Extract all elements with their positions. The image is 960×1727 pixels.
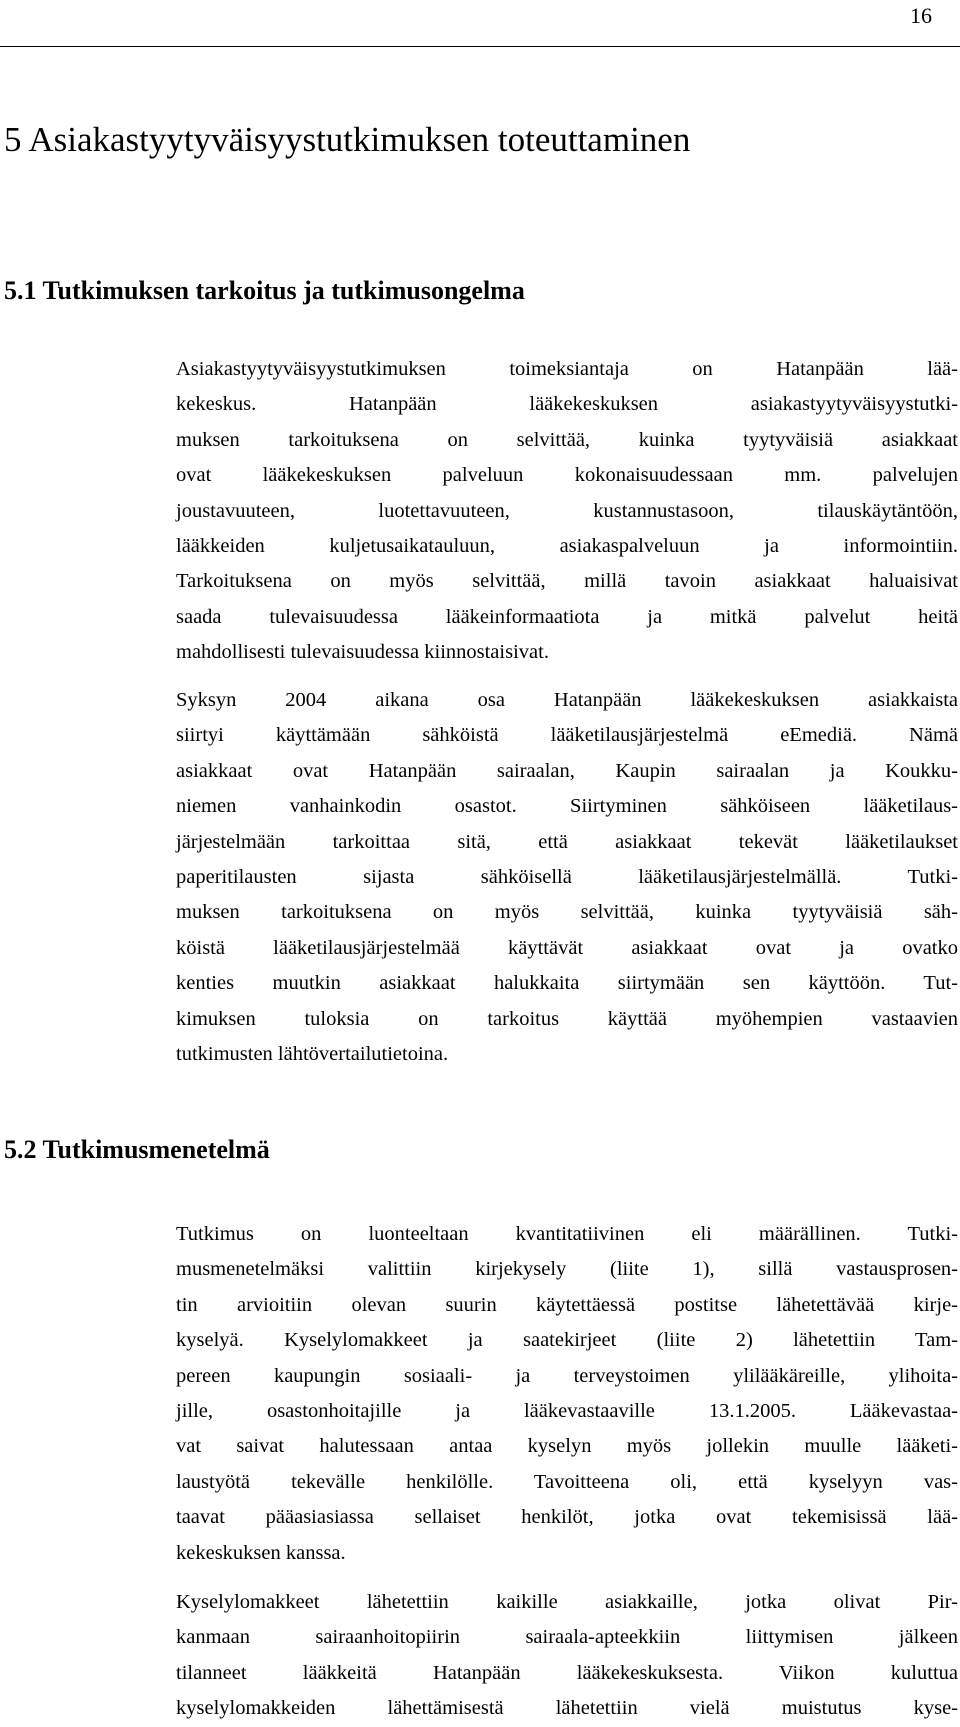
text-line: kyselyä. Kyselylomakkeet ja saatekirjeet (liite 2) lähetettiin Tam- — [176, 1329, 958, 1352]
text-line: siirtyi käyttämään sähköistä lääketilausjärjestelmä eEmediä. Nämä — [176, 724, 958, 747]
text-line: kekeskus. Hatanpään lääkekeskuksen asiakastyytyväisyystutki- — [176, 393, 958, 416]
header-rule — [0, 46, 960, 47]
text-line: ovat lääkekeskuksen palveluun kokonaisuudessaan mm. palvelujen — [176, 464, 958, 487]
text-line: lääkkeiden kuljetusaikatauluun, asiakaspalveluun ja informointiin. — [176, 535, 958, 558]
text-line: köistä lääketilausjärjestelmää käyttävät asiakkaat ovat ja ovatko — [176, 936, 958, 959]
text-line: kekeskuksen kanssa. — [176, 1541, 346, 1564]
text-line: järjestelmään tarkoittaa sitä, että asiakkaat tekevät lääketilaukset — [176, 830, 958, 853]
text-line: Asiakastyytyväisyystutkimuksen toimeksiantaja on Hatanpään lää- — [176, 358, 958, 380]
page-number: 16 — [910, 3, 932, 28]
paragraph-toimeksiantaja — [176, 352, 958, 671]
text-line: niemen vanhainkodin osastot. Siirtyminen sähköiseen lääketilaus- — [176, 795, 958, 818]
text-line: kanmaan sairaanhoitopiirin sairaala-apteekkiin liittymisen jälkeen — [176, 1626, 958, 1649]
text-line: kenties muutkin asiakkaat halukkaita siirtymään sen käyttöön. Tut- — [176, 972, 958, 995]
text-line: musmenetelmäksi valittiin kirjekysely (liite 1), sillä vastausprosen- — [176, 1258, 958, 1281]
text-line: laustyötä tekevälle henkilölle. Tavoitteena oli, että kyselyyn vas- — [176, 1470, 958, 1493]
text-line: taavat pääasiasiassa sellaiset henkilöt, jotka ovat tekemisissä lää- — [176, 1506, 958, 1529]
text-line: saada tulevaisuudessa lääkeinformaatiota ja mitkä palvelut heitä — [176, 605, 958, 628]
text-line: paperitilausten sijasta sähköisellä lääketilausjärjestelmällä. Tutki- — [176, 866, 958, 889]
text-line: pereen kaupungin sosiaali- ja terveystoimen ylilääkäreille, ylihoita- — [176, 1364, 958, 1387]
section-title-5-2: 5.2 Tutkimusmenetelmä — [4, 1135, 270, 1164]
text-line: mahdollisesti tulevaisuudessa kiinnostaisivat. — [176, 641, 549, 664]
text-line: jille, osastonhoitajille ja lääkevastaaville 13.1.2005. Lääkevastaa- — [176, 1400, 958, 1423]
text-line: tin arvioitiin olevan suurin käytettäessä postitse lähetettävää kirje- — [176, 1293, 958, 1316]
text-line: joustavuuteen, luotettavuuteen, kustannustasoon, tilauskäytäntöön, — [176, 499, 958, 522]
paragraph-emedia — [176, 683, 958, 1072]
text-line: tilanneet lääkkeitä Hatanpään lääkekeskuksesta. Viikon kuluttua — [176, 1661, 958, 1684]
text-line: kimuksen tuloksia on tarkoitus käyttää myöhempien vastaavien — [176, 1007, 958, 1030]
text-line: Tutkimus on luonteeltaan kvantitatiivinen eli määrällinen. Tutki- — [176, 1223, 958, 1245]
text-line: Kyselylomakkeet lähetettiin kaikille asiakkaille, jotka olivat Pir- — [176, 1591, 958, 1613]
text-line: muksen tarkoituksena on selvittää, kuinka tyytyväisiä asiakkaat — [176, 428, 958, 451]
text-line: tutkimusten lähtövertailutietoina. — [176, 1043, 449, 1066]
text-line: muksen tarkoituksena on myös selvittää, kuinka tyytyväisiä säh- — [176, 901, 958, 924]
paragraph-menetelma — [176, 1217, 958, 1571]
paragraph-lahetys — [176, 1585, 958, 1727]
text-line: vat saivat halutessaan antaa kyselyn myös jollekin muulle lääketi- — [176, 1435, 958, 1458]
text-line: asiakkaat ovat Hatanpään sairaalan, Kaupin sairaalan ja Koukku- — [176, 759, 958, 782]
section-title-5-1: 5.1 Tutkimuksen tarkoitus ja tutkimusongelma — [4, 276, 525, 305]
text-line: kyselylomakkeiden lähettämisestä lähetettiin vielä muistutus kyse- — [176, 1697, 958, 1720]
text-line: Tarkoituksena on myös selvittää, millä tavoin asiakkaat haluaisivat — [176, 570, 958, 593]
text-line: Syksyn 2004 aikana osa Hatanpään lääkekeskuksen asiakkaista — [176, 689, 958, 711]
chapter-title: 5 Asiakastyytyväisyystutkimuksen toteuttaminen — [4, 120, 691, 159]
